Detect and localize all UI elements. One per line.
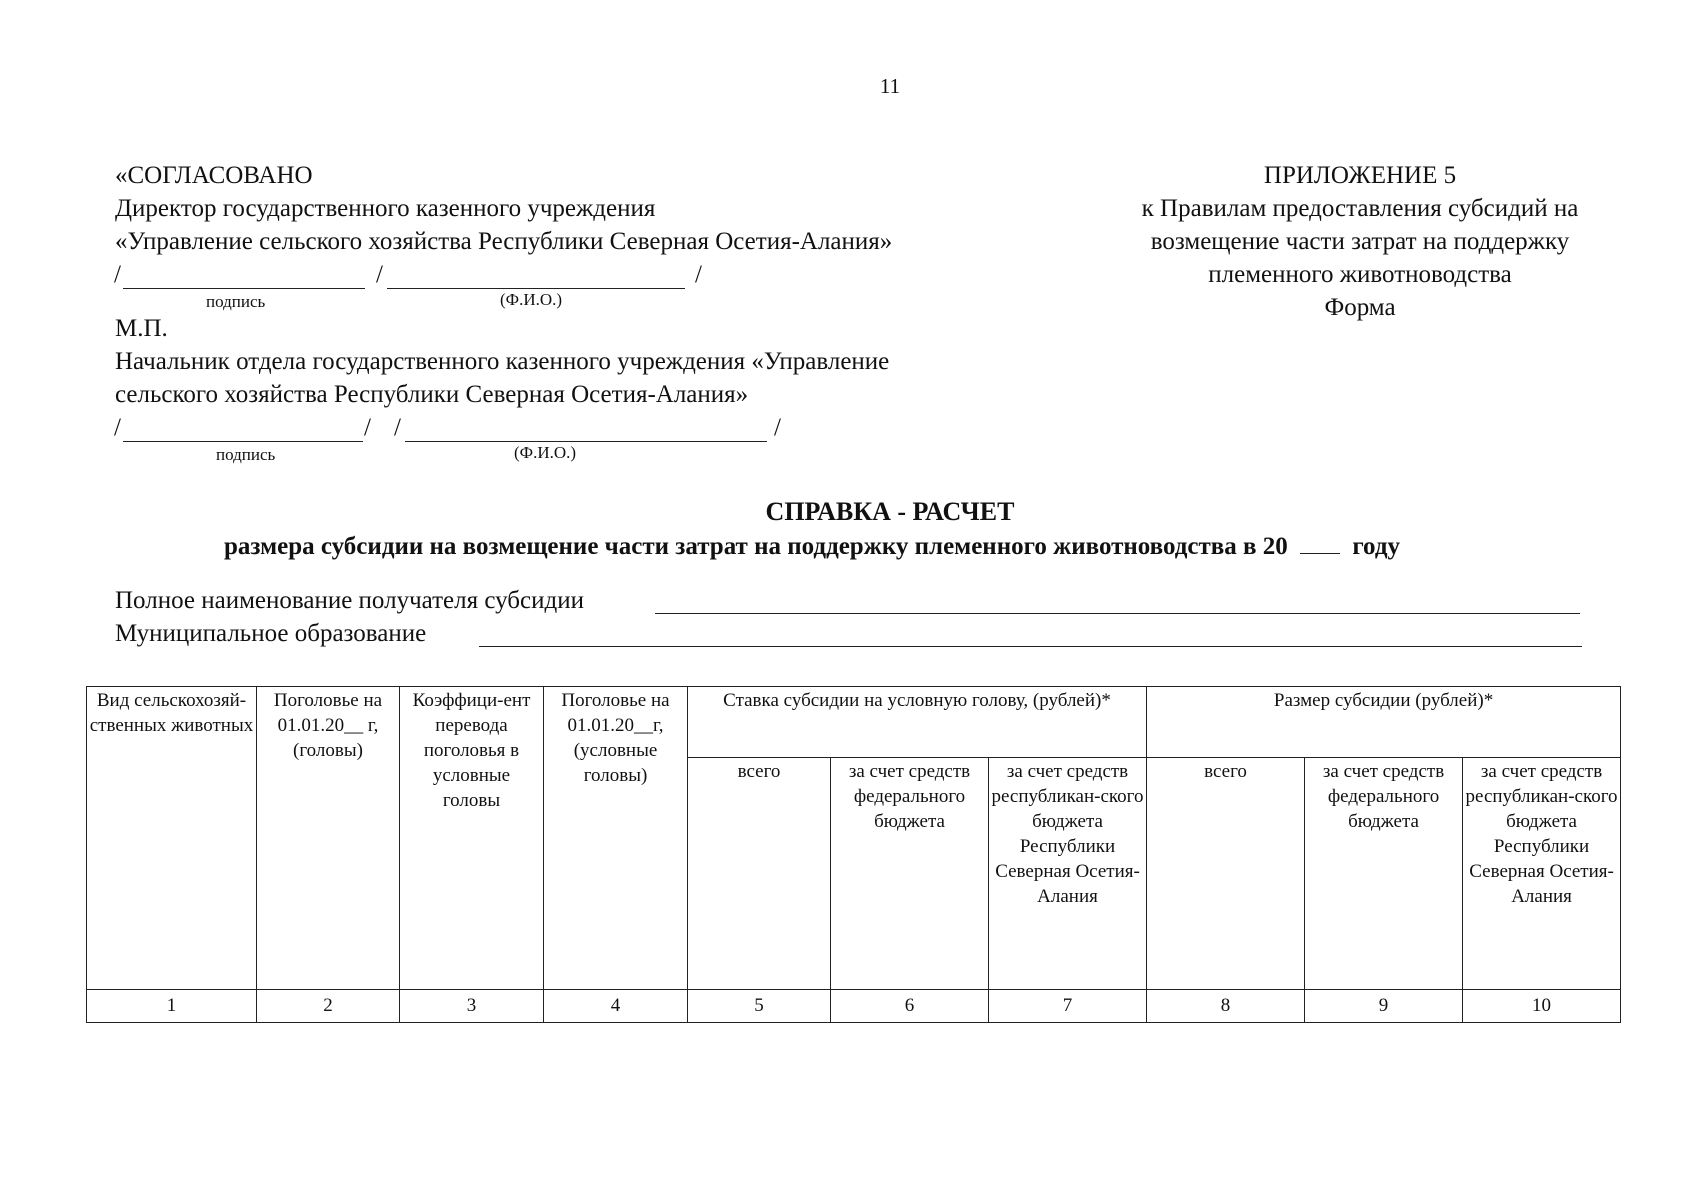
header-subsidy-rate: Ставка субсидии на условную голову, (рублей)* xyxy=(688,687,1147,758)
name-line xyxy=(405,441,767,442)
header-rate-republic: за счет средств республикан-ского бюджета Республики Северная Осетия-Алания xyxy=(989,758,1147,990)
signature-slash: / xyxy=(114,414,121,441)
column-number: 10 xyxy=(1463,990,1621,1023)
subtitle-year-word: году xyxy=(1352,533,1400,560)
appendix-number: ПРИЛОЖЕНИЕ 5 xyxy=(1263,162,1457,189)
header-animal-type: Вид сельскохозяй-ственных животных xyxy=(87,687,257,990)
recipient-field[interactable] xyxy=(655,613,1580,614)
stamp-label: М.П. xyxy=(115,315,168,342)
signature-line xyxy=(123,441,363,442)
subsidy-table xyxy=(86,686,1621,1023)
approval-heading: «СОГЛАСОВАНО xyxy=(115,162,313,189)
header-rate-federal: за счет средств федерального бюджета xyxy=(831,758,989,990)
header-livestock-conditional: Поголовье на 01.01.20__г, (условные головы) xyxy=(544,687,688,990)
signature-slash: / xyxy=(364,414,371,441)
appendix-block xyxy=(1060,159,1660,324)
appendix-reference: племенного животноводства xyxy=(1208,261,1512,288)
name-caption: (Ф.И.О.) xyxy=(514,443,577,462)
header-livestock-heads: Поголовье на 01.01.20__ г, (головы) xyxy=(257,687,400,990)
signature-caption: подпись xyxy=(206,292,266,311)
header-amount-federal: за счет средств федерального бюджета xyxy=(1305,758,1463,990)
header-rate-total: всего xyxy=(688,758,831,990)
department-head-title: Начальник отдела государственного казенного учреждения «Управление xyxy=(115,348,890,375)
header-conversion-coefficient: Коэффици-ент перевода поголовья в условные головы xyxy=(400,687,544,990)
column-number: 3 xyxy=(400,990,544,1023)
column-number: 9 xyxy=(1305,990,1463,1023)
signature-slash: / xyxy=(695,261,702,288)
director-title: Директор государственного казенного учреждения xyxy=(115,195,656,222)
column-number: 2 xyxy=(257,990,400,1023)
column-number: 6 xyxy=(831,990,989,1023)
director-organization: «Управление сельского хозяйства Республики Северная Осетия-Алания» xyxy=(115,228,893,255)
page-number: 11 xyxy=(879,74,901,98)
document-title: СПРАВКА - РАСЧЕТ xyxy=(765,497,1015,526)
signature-slash: / xyxy=(774,414,781,441)
signature-slash: / xyxy=(114,261,121,288)
name-caption: (Ф.И.О.) xyxy=(500,290,563,309)
recipient-label: Полное наименование получателя субсидии xyxy=(115,587,584,614)
department-head-organization: сельского хозяйства Республики Северная Осетия-Алания» xyxy=(115,381,749,408)
signature-slash: / xyxy=(376,261,383,288)
municipality-field[interactable] xyxy=(479,646,1582,647)
signature-line xyxy=(123,288,365,289)
header-subsidy-amount: Размер субсидии (рублей)* xyxy=(1147,687,1621,758)
column-number: 4 xyxy=(544,990,688,1023)
year-blank[interactable] xyxy=(1300,531,1340,554)
column-number: 1 xyxy=(87,990,257,1023)
signature-slash: / xyxy=(394,414,401,441)
municipality-label: Муниципальное образование xyxy=(115,620,427,647)
header-amount-republic: за счет средств республикан-ского бюджета Республики Северная Осетия-Алания xyxy=(1463,758,1621,990)
subtitle-text: размера субсидии на возмещение части затрат на поддержку племенного животноводства в 20 xyxy=(224,533,1288,560)
form-label: Форма xyxy=(1324,294,1396,321)
signature-caption: подпись xyxy=(216,445,276,464)
appendix-reference: возмещение части затрат на поддержку xyxy=(1150,228,1570,255)
column-number: 7 xyxy=(989,990,1147,1023)
column-number: 8 xyxy=(1147,990,1305,1023)
document-subtitle xyxy=(224,531,1400,561)
column-number: 5 xyxy=(688,990,831,1023)
header-amount-total: всего xyxy=(1147,758,1305,990)
appendix-reference: к Правилам предоставления субсидий на xyxy=(1141,195,1579,222)
name-line xyxy=(387,288,685,289)
